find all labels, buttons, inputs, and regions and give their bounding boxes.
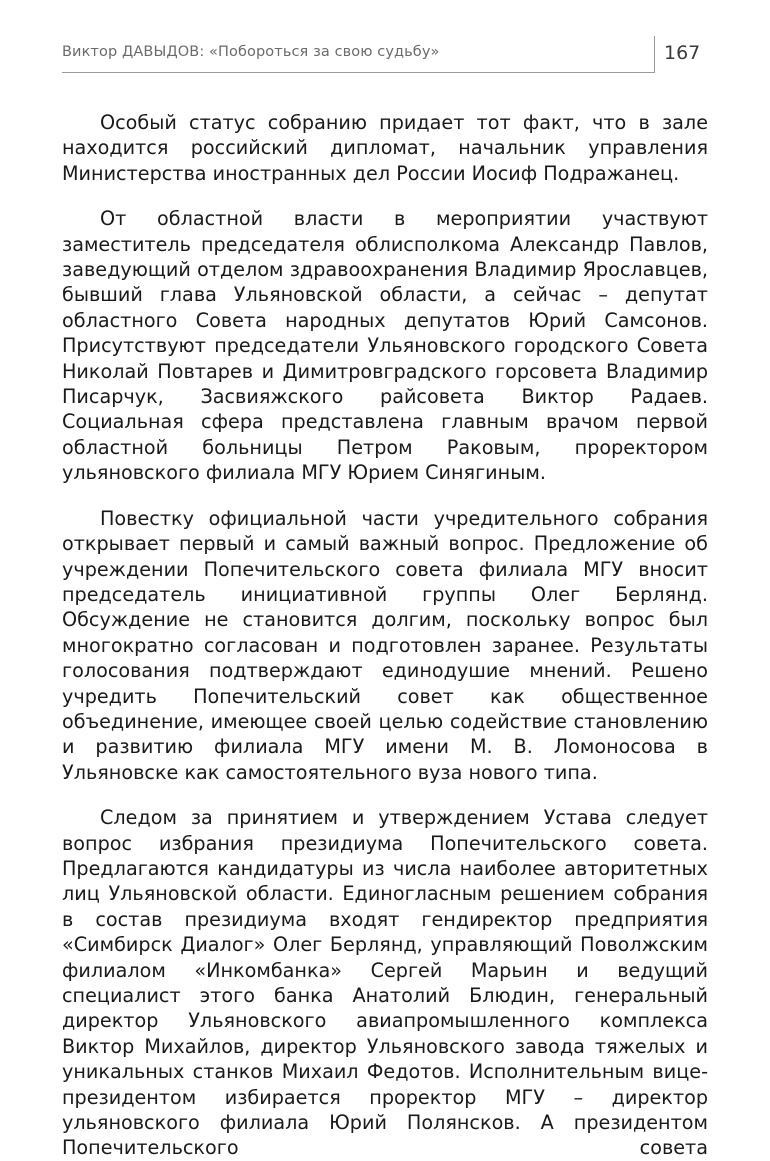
paragraph: Следом за принятием и утверждением Устава следует вопрос избрания президиума Попечительского совета. Предлагаются кандидатуры из числа наиболее авторитетных лиц Ульяновской области. Единогласным решением собрания в состав президиума входят гендиректор предприятия «Симбирск Диалог» Олег Берлянд, управляющий Поволжским филиалом «Инкомбанка» Сергей Марьин и ведущий специалист этого банка Анатолий Блюдин, генеральный директор Ульяновского авиапромышленного комплекса Виктор Михайлов, директор Ульяновского завода тяжелых и уникальных станков Михаил Федотов. Исполнительным вице-президентом избирается проректор МГУ – директор ульяновского филиала Юрий Полянсков. А президентом Попечительского совета <box>62 806 708 1160</box>
paragraph: От областной власти в мероприятии участвуют заместитель председателя облисполкома Александр Павлов, заведующий отделом здравоохранения Владимир Ярославцев, бывший глава Ульяновской области, а сейчас – депутат областного Совета народных депутатов Юрий Самсонов. Присутствуют председатели Ульяновского городского Совета Николай Повтарев и Димитровградского горсовета Владимир Писарчук, Засвияжского райсовета Виктор Радаев. Социальная сфера представлена главным врачом первой областной больницы Петром Раковым, проректором ульяновского филиала МГУ Юрием Синягиным. <box>62 207 708 485</box>
page-number: 167 <box>664 42 701 64</box>
page-body <box>62 110 708 1161</box>
header-rule <box>62 72 654 73</box>
paragraph: Особый статус собранию придает тот факт, что в зале находится российский дипломат, начальник управления Министерства иностранных дел России Иосиф Подражанец. <box>62 111 708 185</box>
running-title: Виктор ДАВЫДОВ: «Побороться за свою судьбу» <box>62 44 440 60</box>
paragraph: Повестку официальной части учредительного собрания открывает первый и самый важный вопрос. Предложение об учреждении Попечительского совета филиала МГУ вносит председатель инициативной группы Олег Берлянд. Обсуждение не становится долгим, поскольку вопрос был многократно согласован и подготовлен заранее. Результаты голосования подтверждают единодушие мнений. Решено учредить Попечительский совет как общественное объединение, имеющее своей целью содействие становлению и развитию филиала МГУ имени М. В. Ломоносова в Ульяновске как самостоятельного вуза нового типа. <box>62 506 708 784</box>
header-divider <box>654 36 655 73</box>
